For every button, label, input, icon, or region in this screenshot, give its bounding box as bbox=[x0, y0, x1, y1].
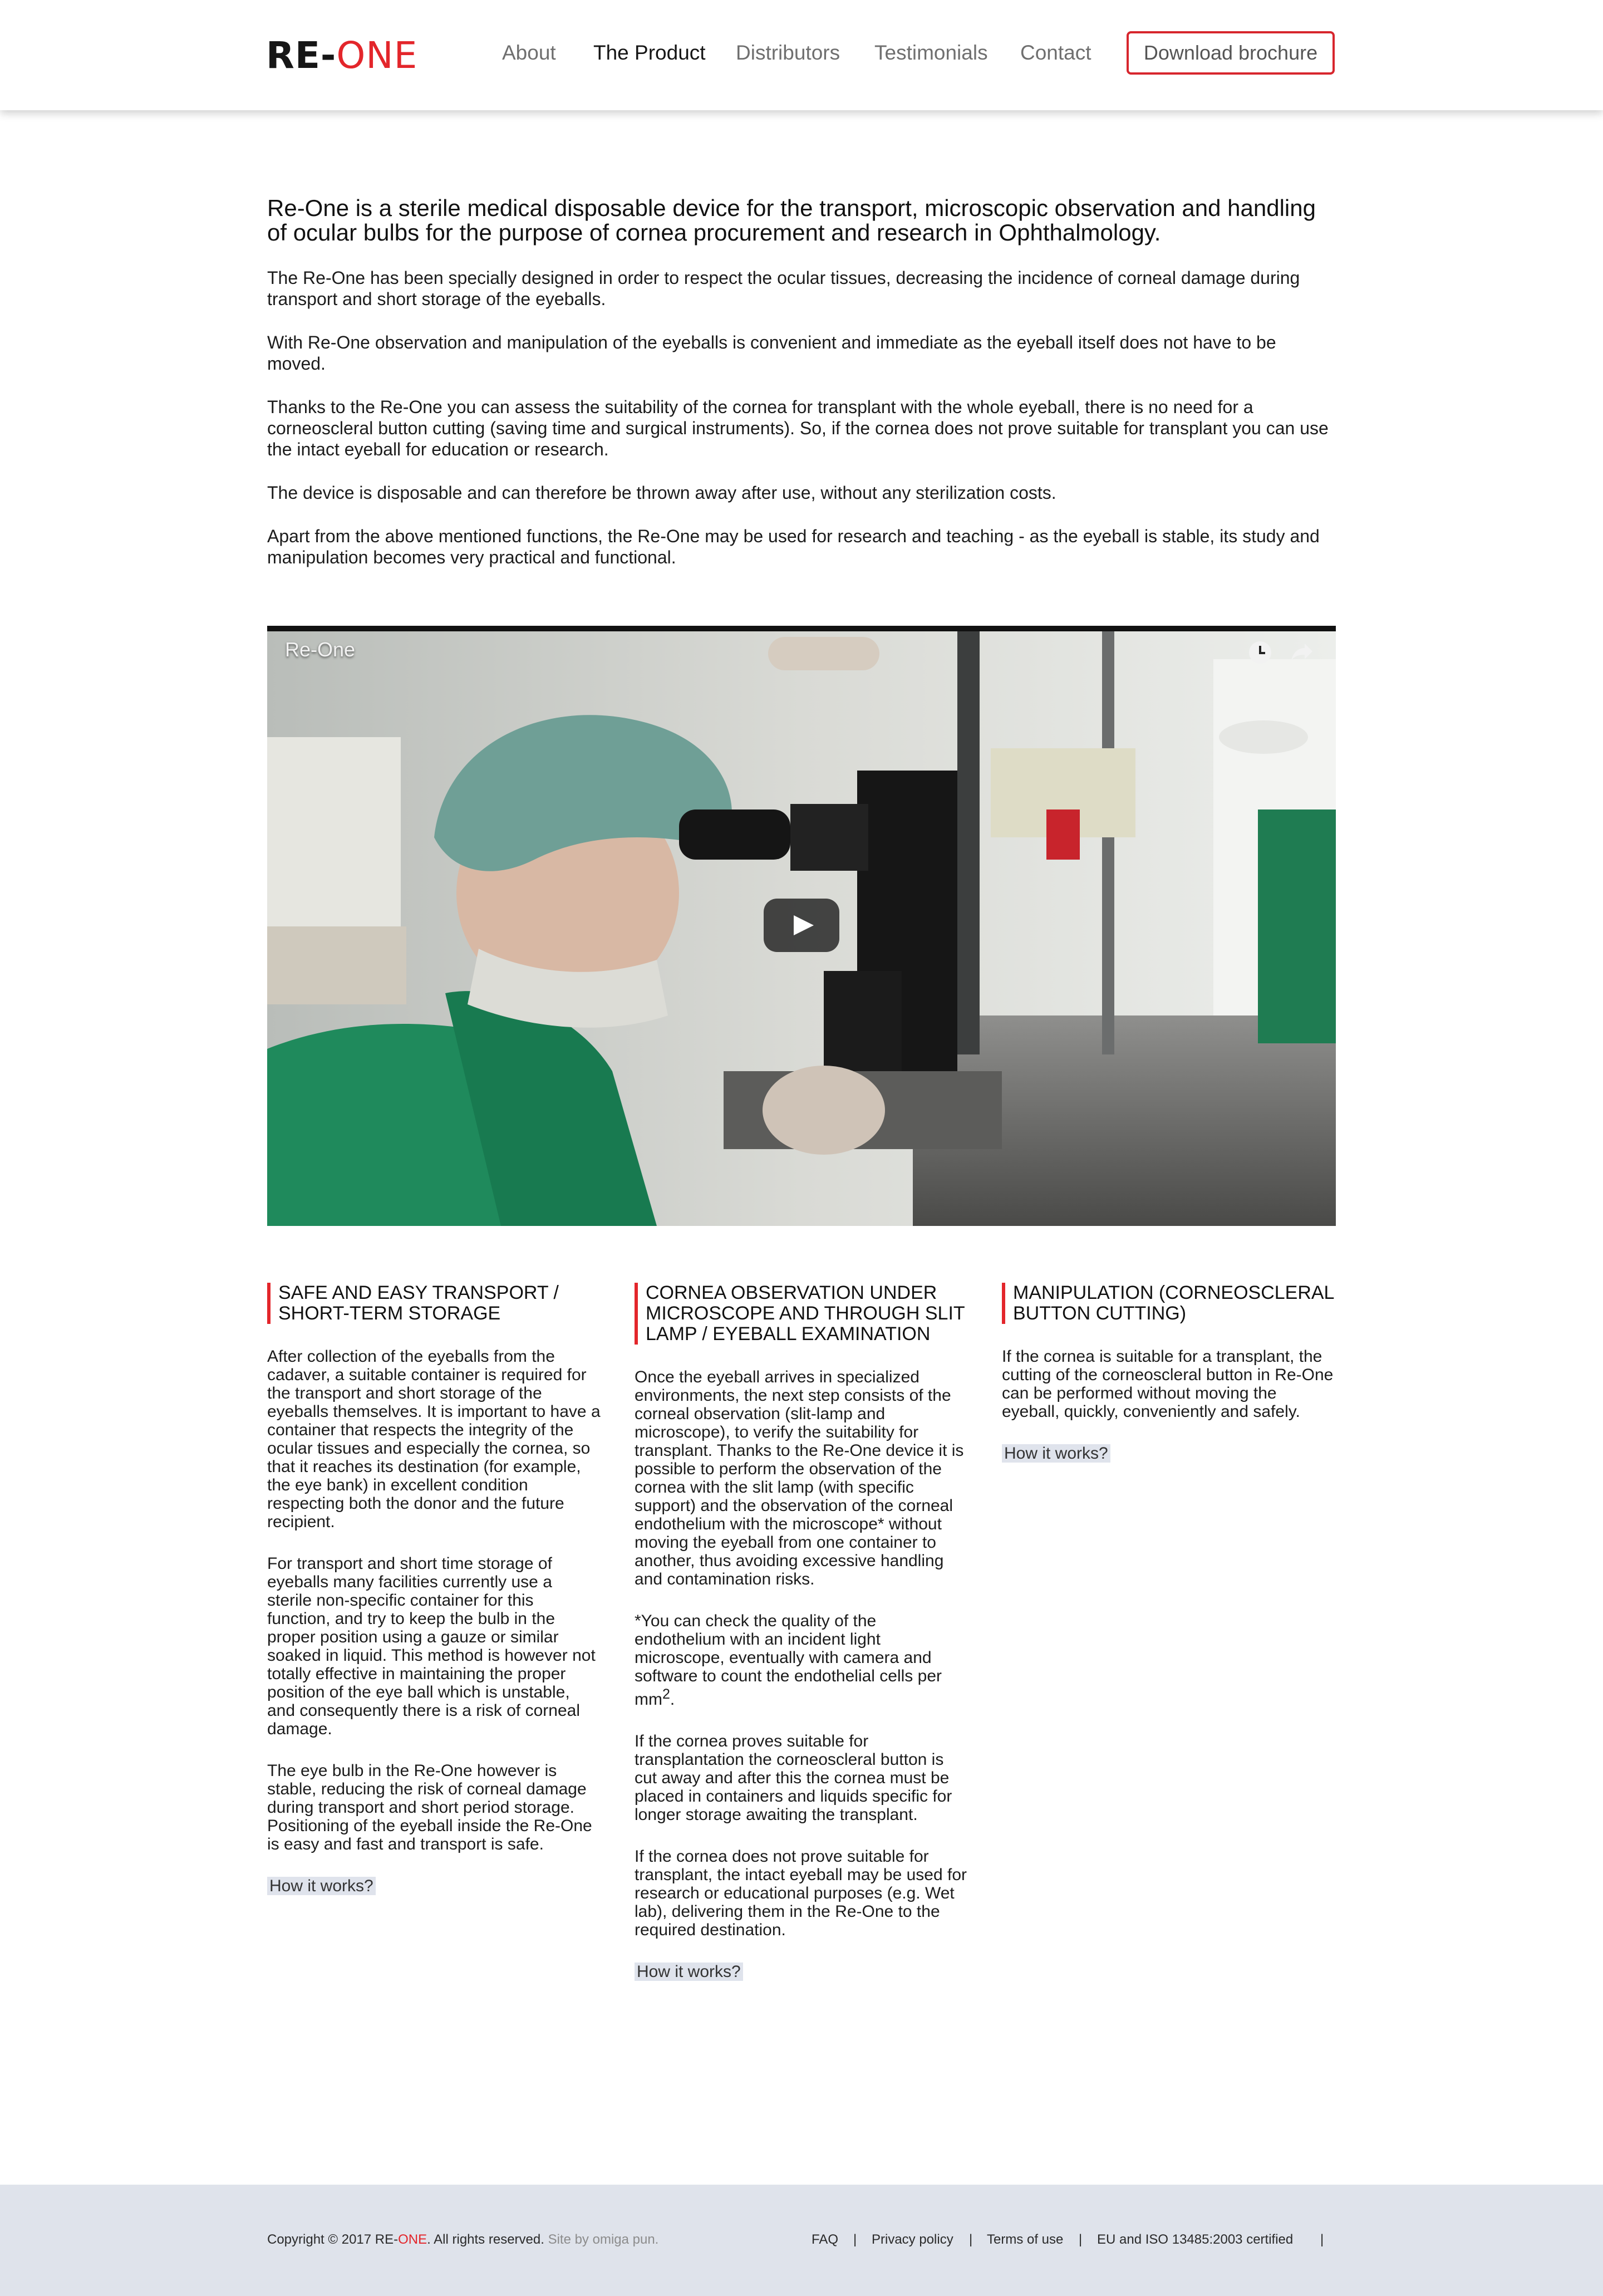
nav-about[interactable]: About bbox=[502, 41, 556, 64]
footer-link-terms[interactable]: Terms of use bbox=[987, 2232, 1064, 2247]
intro-paragraph: The device is disposable and can therefore be thrown away after use, without any sterilization costs. bbox=[267, 483, 1056, 503]
feature-paragraph: Once the eyeball arrives in specialized environments, the next step consists of the corneal observation (slit-lamp and microscope), to verify the suitability for transplant. Thanks to the Re-One device it is possible to perform the observation of the cornea with the slit lamp (with specific support) and the observation of the corneal endothelium with the microscope* without moving the eyeball from one container to another, thus avoiding excessive handling and contamination risks. bbox=[635, 1368, 964, 1588]
feature-title: CORNEA OBSERVATION UNDER MICROSCOPE AND THROUGH SLIT LAMP / EYEBALL EXAMINATION bbox=[635, 1283, 968, 1345]
feature-paragraph: If the cornea proves suitable for transplantation the corneoscleral button is cut away and after this the cornea must be placed in containers and liquids specific for longer storage awaiting the transplant. bbox=[635, 1732, 952, 1824]
feature-title: MANIPULATION (CORNEOSCLERAL BUTTON CUTTING) bbox=[1002, 1283, 1336, 1324]
feature-column-transport bbox=[267, 1283, 601, 1895]
footer-separator: | bbox=[853, 2232, 857, 2247]
footer-separator: | bbox=[1079, 2232, 1083, 2247]
site-footer bbox=[0, 2185, 1603, 2296]
intro-paragraph: Apart from the above mentioned functions, the Re-One may be used for research and teaching - as the eyeball is stable, its study and manipulation becomes very practical and functional. bbox=[267, 526, 1320, 567]
intro-paragraph: Thanks to the Re-One you can assess the suitability of the cornea for transplant with the whole eyeball, there is no need for a corneoscleral button cutting (saving time and surgical instruments). So, if the cornea does not prove suitable for transplant you can use the intact eyeball for education or research. bbox=[267, 397, 1329, 459]
video-player[interactable] bbox=[267, 626, 1336, 1226]
footnote-text: *You can check the quality of the endothelium with an incident light microscope, eventually with camera and software to count the endothelial cells per mm bbox=[635, 1612, 942, 1709]
feature-paragraph: The eye bulb in the Re-One however is stable, reducing the risk of corneal damage during transport and short period storage. Positioning of the eyeball inside the Re-One is easy and fast and transport is safe. bbox=[267, 1762, 592, 1853]
site-header bbox=[0, 0, 1603, 110]
intro-heading: Re-One is a sterile medical disposable device for the transport, microscopic observation and handling of ocular bulbs for the purpose of cornea procurement and research in Ophthalmology. bbox=[267, 195, 1316, 246]
footer-separator: | bbox=[1320, 2232, 1324, 2247]
nav-testimonials[interactable]: Testimonials bbox=[874, 41, 988, 64]
logo[interactable]: RE-ONE bbox=[266, 34, 418, 77]
feature-paragraph bbox=[635, 1612, 968, 1709]
how-it-works-link[interactable]: How it works? bbox=[1002, 1444, 1110, 1463]
feature-paragraph: For transport and short time storage of eyeballs many facilities currently use a sterile non-specific container for this function, and try to keep the bulb in the proper position using a gauze or similar soaked in liquid. This method is however not totally effective in maintaining the proper position of the eye ball which is unstable, and consequently there is a risk of corneal damage. bbox=[267, 1554, 596, 1738]
feature-paragraph: After collection of the eyeballs from the cadaver, a suitable container is required for the transport and short storage of the eyeballs themselves. It is important to have a container that respects the integrity of the ocular tissues and especially the cornea, so that it reaches its destination (for example, the eye bank) in excellent condition respecting both the donor and the future recipient. bbox=[267, 1347, 601, 1531]
how-it-works-link[interactable]: How it works? bbox=[635, 1963, 743, 1981]
nav-contact[interactable]: Contact bbox=[1020, 41, 1091, 64]
feature-column-observation bbox=[635, 1283, 968, 1981]
footnote-tail: . bbox=[670, 1690, 675, 1709]
intro-section bbox=[267, 196, 1336, 590]
footer-link-faq[interactable]: FAQ bbox=[812, 2232, 839, 2247]
download-brochure-button[interactable]: Download brochure bbox=[1127, 31, 1335, 75]
feature-column-manipulation bbox=[1002, 1283, 1336, 1463]
footer-link-privacy[interactable]: Privacy policy bbox=[872, 2232, 953, 2247]
clock-icon[interactable] bbox=[1247, 639, 1273, 666]
video-controls bbox=[1247, 639, 1319, 666]
how-it-works-link[interactable]: How it works? bbox=[267, 1877, 376, 1895]
feature-title: SAFE AND EASY TRANSPORT / SHORT-TERM STORAGE bbox=[267, 1283, 601, 1324]
play-icon[interactable] bbox=[764, 899, 839, 952]
copyright: Copyright © 2017 RE-ONE. All rights reserved. Site by omiga pun. bbox=[267, 2232, 659, 2247]
feature-paragraph: If the cornea does not prove suitable for transplant, the intact eyeball may be used for research or educational purposes (e.g. Wet lab), delivering them in the Re-One to the required destination. bbox=[635, 1847, 967, 1939]
superscript: 2 bbox=[662, 1686, 670, 1702]
intro-paragraph: The Re-One has been specially designed in order to respect the ocular tissues, decreasing the incidence of corneal damage during transport and short storage of the eyeballs. bbox=[267, 268, 1300, 309]
footer-separator: | bbox=[969, 2232, 973, 2247]
feature-paragraph: If the cornea is suitable for a transplant, the cutting of the corneoscleral button in Re-One can be performed without moving the eyeball, quickly, conveniently and safely. bbox=[1002, 1347, 1334, 1421]
site-credit-link[interactable]: Site by omiga pun. bbox=[548, 2232, 659, 2247]
video-title: Re-One bbox=[285, 638, 356, 661]
share-icon[interactable] bbox=[1288, 639, 1315, 666]
nav-the-product[interactable]: The Product bbox=[593, 41, 706, 64]
footer-certification: EU and ISO 13485:2003 certified bbox=[1097, 2232, 1294, 2247]
intro-paragraph: With Re-One observation and manipulation of the eyeballs is convenient and immediate as the eyeball itself does not have to be moved. bbox=[267, 332, 1276, 374]
nav-distributors[interactable]: Distributors bbox=[736, 41, 840, 64]
